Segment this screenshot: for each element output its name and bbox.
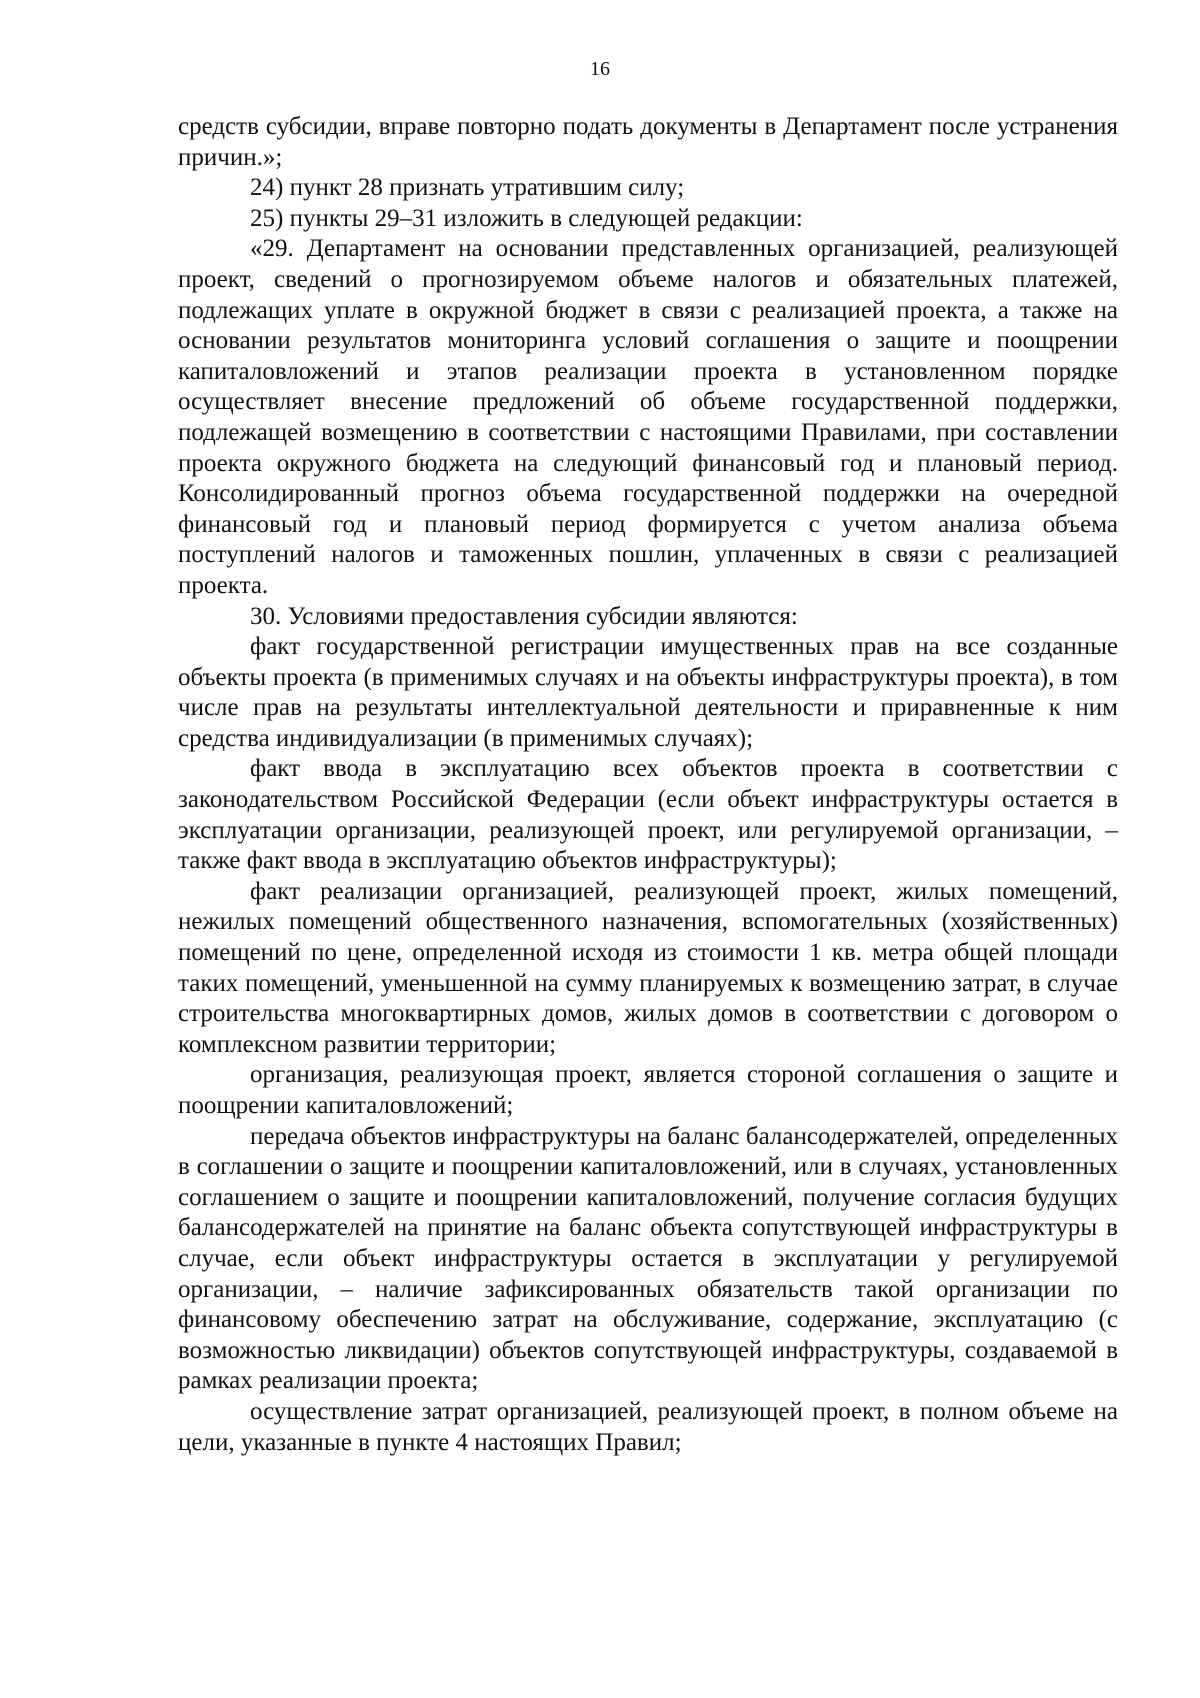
paragraph-condition-sale: факт реализации организацией, реализующей проект, жилых помещений, нежилых помещений общественного назначения, вспомогательных (хозяйственных) помещений по цене, определенной исходя из стоимости 1 кв. метра общей площади таких помещений, уменьшенной на сумму планируемых к возмещению затрат, в случае строительства многоквартирных домов, жилых домов в соответствии с договором о комплексном развитии территории;	[178, 877, 1118, 1058]
paragraph-condition-agreement-party: организация, реализующая проект, является стороной соглашения о защите и поощрении капиталовложений;	[178, 1061, 1118, 1119]
paragraph-item-24: 24) пункт 28 признать утратившим силу;	[250, 174, 685, 202]
paragraph-continuation: средств субсидии, вправе повторно подать документы в Департамент после устранения причин.»;	[178, 113, 1118, 171]
paragraph-item-25: 25) пункты 29–31 изложить в следующей редакции:	[250, 204, 803, 232]
paragraph-condition-infrastructure-transfer: передача объектов инфраструктуры на баланс балансодержателей, определенных в соглашении о защите и поощрении капиталовложений, или в случаях, установленных соглашением о защите и поощрении капиталовложений, получение согласия будущих балансодержателей на принятие на баланс объекта сопутствующей инфраструктуры в случае, если объект инфраструктуры остается в эксплуатации у регулируемой организации, – наличие зафиксированных обязательств такой организации по финансовому обеспечению затрат на обслуживание, содержание, эксплуатацию (с возможностью ликвидации) объектов сопутствующей инфраструктуры, создаваемой в рамках реализации проекта;	[178, 1122, 1118, 1395]
paragraph-condition-expenses: осуществление затрат организацией, реализующей проект, в полном объеме на цели, указанные в пункте 4 настоящих Правил;	[178, 1397, 1118, 1456]
document-body	[178, 112, 1118, 1458]
paragraph-condition-commissioning: факт ввода в эксплуатацию всех объектов проекта в соответствии с законодательством Российской Федерации (если объект инфраструктуры остается в эксплуатации организации, реализующей проект, или регулируемой организации, – также факт ввода в эксплуатацию объектов инфраструктуры);	[178, 755, 1118, 875]
paragraph-condition-registration: факт государственной регистрации имущественных прав на все созданные объекты проекта (в применимых случаях и на объекты инфраструктуры проекта), в том числе прав на результаты интеллектуальной деятельности и приравненные к ним средства индивидуализации (в применимых случаях);	[178, 633, 1118, 752]
page-number: 16	[590, 58, 610, 80]
paragraph-clause-29: «29. Департамент на основании представленных организацией, реализующей проект, сведений о прогнозируемом объеме налогов и обязательных платежей, подлежащих уплате в окружной бюджет в связи с реализацией проекта, а также на основании результатов мониторинга условий соглашения о защите и поощрении капиталовложений и этапов реализации проекта в установленном порядке осуществляет внесение предложений об объеме государственной поддержки, подлежащей возмещению в соответствии с настоящими Правилами, при составлении проекта окружного бюджета на следующий финансовый год и плановый период. Консолидированный прогноз объема государственной поддержки на очередной финансовый год и плановый период формируется с учетом анализа объема поступлений налогов и таможенных пошлин, уплаченных в связи с реализацией проекта.	[178, 235, 1118, 599]
paragraph-clause-30: 30. Условиями предоставления субсидии являются:	[250, 602, 798, 630]
